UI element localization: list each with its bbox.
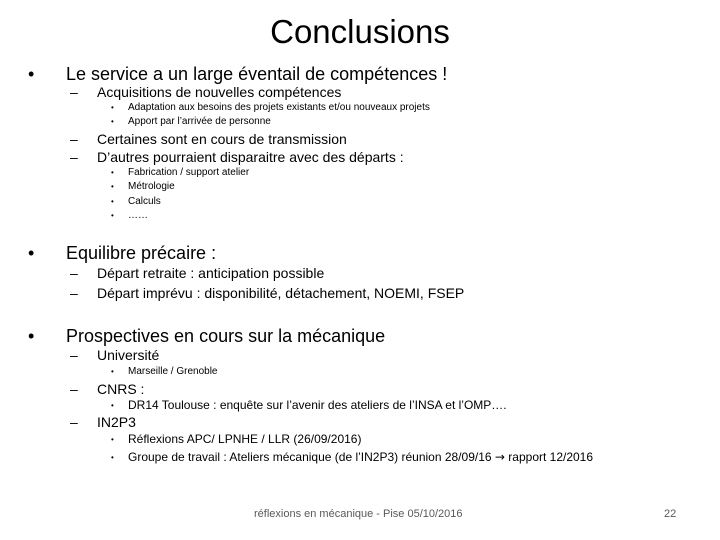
dash-marker: – (70, 414, 78, 430)
sub-in2p3 (70, 414, 136, 431)
bullet-marker: • (111, 401, 114, 410)
bullet-marker: • (111, 103, 114, 112)
right-arrow-icon: → (494, 450, 505, 464)
dash-marker: – (70, 381, 78, 397)
item-text-after: rapport 12/2016 (508, 450, 594, 464)
sub-disparaitre (70, 149, 404, 166)
item-text: DR14 Toulouse : enquête sur l’avenir des ateliers de l’INSA et l’OMP…. (128, 398, 507, 412)
sub-cnrs (70, 381, 145, 398)
item-text: Groupe de travail : Ateliers mécanique (de l’IN2P3) réunion 28/09/16 (128, 450, 492, 464)
bullet-marker: • (111, 211, 114, 220)
sub-text: Acquisitions de nouvelles compétences (97, 84, 342, 100)
item-text: Calculs (128, 196, 161, 207)
item-text: …… (128, 210, 148, 221)
sub-text: D’autres pourraient disparaitre avec des départs : (97, 149, 404, 165)
item-text: Marseille / Grenoble (128, 366, 218, 377)
sub-text: IN2P3 (97, 414, 136, 430)
dash-marker: – (70, 131, 78, 147)
bullet-text: Equilibre précaire : (66, 243, 217, 263)
dash-marker: – (70, 285, 78, 301)
bullet-marker: • (28, 326, 35, 346)
bullet-marker: • (28, 64, 35, 84)
sub-text: Départ imprévu : disponibilité, détachement, NOEMI, FSEP (97, 285, 465, 301)
item-calculs (111, 195, 161, 208)
sub-text: Université (97, 347, 160, 363)
sub-retraite (70, 265, 325, 282)
footer-text: réflexions en mécanique - Pise 05/10/2016 (254, 508, 463, 520)
item-ellipsis (111, 209, 148, 222)
bullet-marker: • (111, 168, 114, 177)
sub-text: CNRS : (97, 381, 145, 397)
bullet-text: Le service a un large éventail de compétences ! (66, 64, 448, 84)
dash-marker: – (70, 149, 78, 165)
item-reflexions (111, 432, 362, 447)
sub-acquisitions (70, 84, 342, 101)
sub-universite (70, 347, 160, 364)
dash-marker: – (70, 84, 78, 100)
item-text: Fabrication / support atelier (128, 167, 250, 178)
bullet-text: Prospectives en cours sur la mécanique (66, 326, 386, 346)
item-adaptation (111, 101, 430, 114)
bullet-competences (28, 63, 448, 85)
item-groupe-travail (111, 450, 594, 465)
item-text: Réflexions APC/ LPNHE / LLR (26/09/2016) (128, 432, 362, 446)
bullet-marker: • (111, 182, 114, 191)
dash-marker: – (70, 347, 78, 363)
item-text: Adaptation aux besoins des projets existants et/ou nouveaux projets (128, 102, 430, 113)
sub-text: Départ retraite : anticipation possible (97, 265, 325, 281)
slide-title: Conclusions (270, 13, 450, 50)
bullet-prospectives (28, 325, 386, 347)
item-fabrication (111, 166, 250, 179)
bullet-marker: • (111, 435, 114, 444)
item-text: Métrologie (128, 181, 175, 192)
page-number: 22 (664, 508, 677, 520)
item-apport (111, 115, 271, 128)
dash-marker: – (70, 265, 78, 281)
bullet-marker: • (28, 243, 35, 263)
sub-imprevu (70, 285, 465, 302)
item-dr14 (111, 398, 507, 413)
bullet-marker: • (111, 453, 114, 462)
item-text: Apport par l’arrivée de personne (128, 116, 271, 127)
bullet-marker: • (111, 197, 114, 206)
bullet-marker: • (111, 117, 114, 126)
bullet-marker: • (111, 367, 114, 376)
item-marseille (111, 365, 218, 378)
sub-transmission (70, 131, 347, 148)
sub-text: Certaines sont en cours de transmission (97, 131, 347, 147)
item-metrologie (111, 180, 175, 193)
bullet-equilibre (28, 242, 217, 264)
